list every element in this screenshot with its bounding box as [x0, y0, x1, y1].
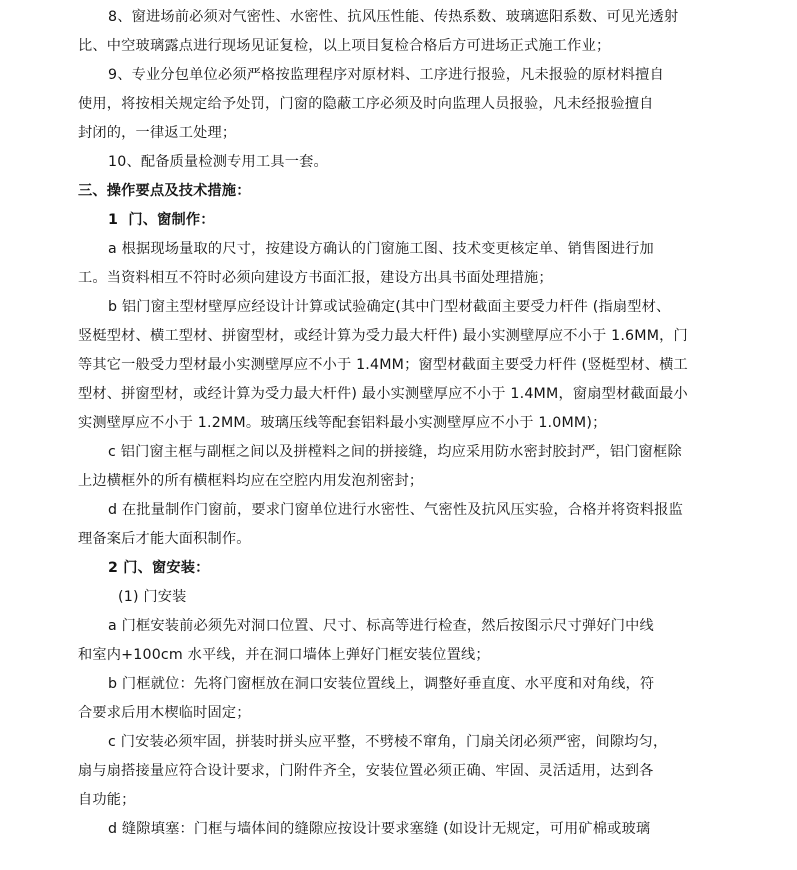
- text-line-29: d 缝隙填塞：门框与墙体间的缝隙应按设计要求塞缝 (如设计无规定，可用矿棉或玻璃: [108, 821, 651, 837]
- text-line-12: 竖梃型材、横工型材、拼窗型材，或经计算为受力最大杆件) 最小实测壁厚应不小于 1.6MM，门: [78, 328, 688, 344]
- text-line-13: 等其它一般受力型材最小实测壁厚应不小于 1.4MM；窗型材截面主要受力杆件 (竖梃型材、横工: [78, 357, 688, 373]
- text-line-28: 自功能；: [78, 792, 136, 808]
- text-line-23: 和室内+100cm 水平线，并在洞口墙体上弹好门框安装位置线；: [78, 647, 490, 663]
- text-line-18: d 在批量制作门窗前，要求门窗单位进行水密性、气密性及抗风压实验，合格并将资料报监: [108, 502, 684, 518]
- text-line-26: c 门安装必须牢固，拼装时拼头应平整，不劈棱不窜角，门扇关闭必须严密，间隙均匀，: [108, 734, 668, 750]
- sub-subsection-heading: (1) 门安装: [118, 589, 187, 605]
- text-line-24: b 门框就位：先将门窗框放在洞口安装位置线上，调整好垂直度、水平度和对角线，符: [108, 676, 655, 692]
- text-line-4: 使用，将按相关规定给予处罚，门窗的隐蔽工序必须及时向监理人员报验，凡未经报验擅自: [78, 96, 654, 112]
- text-line-17: 上边横框外的所有横框料均应在空腔内用发泡剂密封；: [78, 473, 424, 489]
- text-line-5: 封闭的，一律返工处理；: [78, 125, 237, 141]
- text-line-25: 合要求后用木楔临时固定；: [78, 705, 251, 721]
- text-line-27: 扇与扇搭接量应符合设计要求，门附件齐全，安装位置必须正确、牢固、灵活适用，达到各: [78, 763, 654, 779]
- text-line-15: 实测壁厚应不小于 1.2MM。玻璃压线等配套铝料最小实测壁厚应不小于 1.0MM)；: [78, 415, 607, 431]
- subsection-heading-1: 1 门、窗制作：: [108, 212, 215, 228]
- text-line-11: b 铝门窗主型材壁厚应经设计计算或试验确定(其中门型材截面主要受力杆件 (指扇型材、: [108, 299, 671, 315]
- text-line-2: 比、中空玻璃露点进行现场见证复检，以上项目复检合格后方可进场正式施工作业；: [78, 38, 611, 54]
- text-line-9: a 根据现场量取的尺寸，按建设方确认的门窗施工图、技术变更核定单、销售图进行加: [108, 241, 654, 257]
- text-line-14: 型材、拼窗型材，或经计算为受力最大杆件) 最小实测壁厚应不小于 1.4MM，窗扇型材截面最小: [78, 386, 688, 402]
- text-line-1: 8、窗进场前必须对气密性、水密性、抗风压性能、传热系数、玻璃遮阳系数、可见光透射: [108, 9, 679, 25]
- subsection-heading-2: 2 门、窗安装：: [108, 560, 210, 576]
- text-line-16: c 铝门窗主框与副框之间以及拼樘料之间的拼接缝，均应采用防水密封胶封严，铝门窗框除: [108, 444, 682, 460]
- text-line-6: 10、配备质量检测专用工具一套。: [108, 154, 328, 170]
- text-line-22: a 门框安装前必须先对洞口位置、尺寸、标高等进行检查，然后按图示尺寸弹好门中线: [108, 618, 654, 634]
- text-line-19: 理备案后才能大面积制作。: [78, 531, 251, 547]
- text-line-3: 9、专业分包单位必须严格按监理程序对原材料、工序进行报验，凡未报验的原材料擅自: [108, 67, 664, 83]
- section-heading: 三、操作要点及技术措施：: [78, 183, 251, 199]
- text-line-10: 工。当资料相互不符时必须向建设方书面汇报，建设方出具书面处理措施；: [78, 270, 553, 286]
